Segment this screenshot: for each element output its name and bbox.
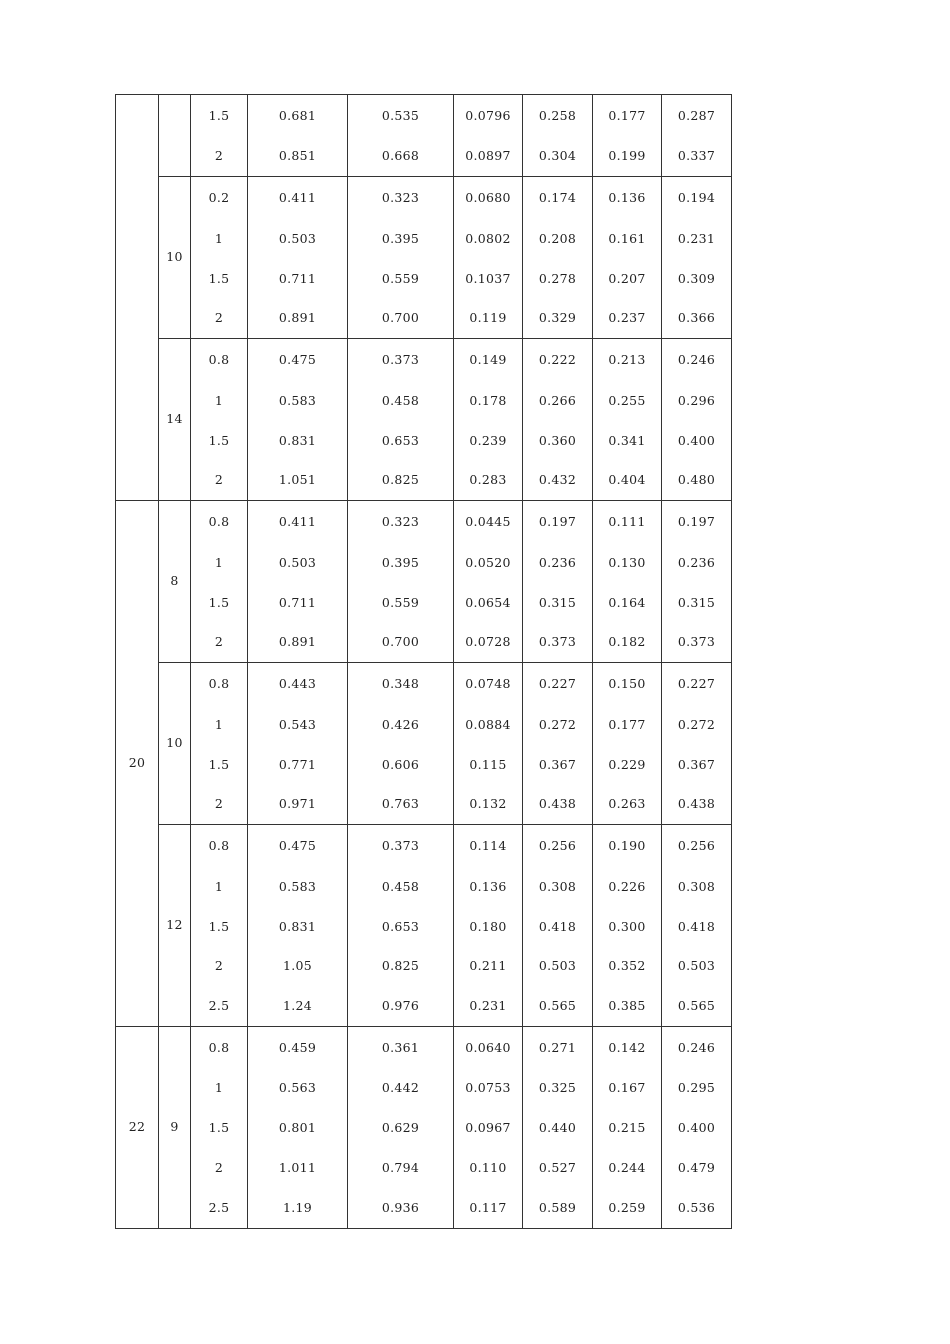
table-cell: 0.323 — [348, 177, 454, 219]
table-row — [116, 705, 732, 747]
table-cell: 0.167 — [593, 1069, 662, 1109]
table-cell: 1.5 — [191, 423, 248, 461]
sub-group-label: 10 — [159, 177, 191, 339]
table-cell: 0.400 — [662, 1109, 732, 1149]
table-cell: 0.246 — [662, 1027, 732, 1069]
table-row — [116, 461, 732, 501]
table-cell: 0.199 — [593, 137, 662, 177]
table-cell: 0.373 — [348, 339, 454, 381]
table-cell: 0.395 — [348, 219, 454, 261]
table-cell: 1.051 — [248, 461, 348, 501]
table-cell: 0.565 — [523, 987, 593, 1027]
table-cell: 0.411 — [248, 501, 348, 543]
table-cell: 0.400 — [662, 423, 732, 461]
table-cell: 0.227 — [662, 663, 732, 705]
table-cell: 0.0967 — [454, 1109, 523, 1149]
table-row — [116, 947, 732, 987]
table-cell: 0.825 — [348, 947, 454, 987]
data-table — [115, 94, 732, 1229]
table-cell: 0.142 — [593, 1027, 662, 1069]
table-row — [116, 747, 732, 785]
table-cell: 0.0654 — [454, 585, 523, 623]
table-cell: 0.266 — [523, 381, 593, 423]
table-cell: 0.325 — [523, 1069, 593, 1109]
table-cell: 0.329 — [523, 299, 593, 339]
table-cell: 0.0748 — [454, 663, 523, 705]
table-cell: 0.215 — [593, 1109, 662, 1149]
table-cell: 0.891 — [248, 299, 348, 339]
table-cell: 0.629 — [348, 1109, 454, 1149]
table-cell: 0.432 — [523, 461, 593, 501]
table-row — [116, 501, 732, 543]
table-cell: 0.438 — [662, 785, 732, 825]
table-cell: 0.653 — [348, 909, 454, 947]
table-cell: 0.0640 — [454, 1027, 523, 1069]
table-cell: 0.559 — [348, 585, 454, 623]
table-cell: 0.606 — [348, 747, 454, 785]
table-cell: 2.5 — [191, 987, 248, 1027]
table-cell: 0.440 — [523, 1109, 593, 1149]
table-cell: 0.527 — [523, 1149, 593, 1189]
table-cell: 0.295 — [662, 1069, 732, 1109]
table-cell: 0.164 — [593, 585, 662, 623]
table-cell: 0.226 — [593, 867, 662, 909]
table-cell: 0.2 — [191, 177, 248, 219]
table-cell: 1.24 — [248, 987, 348, 1027]
table-row — [116, 423, 732, 461]
table-cell: 0.851 — [248, 137, 348, 177]
table-cell: 0.668 — [348, 137, 454, 177]
table-cell: 2 — [191, 1149, 248, 1189]
table-cell: 0.373 — [348, 825, 454, 867]
outer-group-label: 22 — [116, 1027, 159, 1229]
table-row — [116, 623, 732, 663]
table-cell: 0.418 — [662, 909, 732, 947]
table-cell: 0.395 — [348, 543, 454, 585]
sub-group-label: 12 — [159, 825, 191, 1027]
table-cell: 0.229 — [593, 747, 662, 785]
table-cell: 0.367 — [662, 747, 732, 785]
table-cell: 0.653 — [348, 423, 454, 461]
table-cell: 0.771 — [248, 747, 348, 785]
table-cell: 0.304 — [523, 137, 593, 177]
table-cell: 1 — [191, 867, 248, 909]
table-cell: 0.367 — [523, 747, 593, 785]
table-cell: 1.5 — [191, 585, 248, 623]
table-cell: 0.479 — [662, 1149, 732, 1189]
table-cell: 1 — [191, 381, 248, 423]
table-row — [116, 381, 732, 423]
table-cell: 0.8 — [191, 663, 248, 705]
table-cell: 1.011 — [248, 1149, 348, 1189]
table-cell: 0.115 — [454, 747, 523, 785]
table-cell: 0.0753 — [454, 1069, 523, 1109]
table-cell: 0.315 — [523, 585, 593, 623]
table-cell: 0.763 — [348, 785, 454, 825]
table-cell: 0.296 — [662, 381, 732, 423]
sub-group-label: 10 — [159, 663, 191, 825]
table-cell: 0.236 — [523, 543, 593, 585]
table-cell: 0.583 — [248, 381, 348, 423]
table-row — [116, 909, 732, 947]
table-cell: 0.831 — [248, 909, 348, 947]
table-cell: 0.111 — [593, 501, 662, 543]
table-cell: 0.891 — [248, 623, 348, 663]
table-cell: 0.174 — [523, 177, 593, 219]
table-cell: 0.308 — [523, 867, 593, 909]
table-cell: 0.0802 — [454, 219, 523, 261]
table-cell: 0.114 — [454, 825, 523, 867]
table-cell: 0.971 — [248, 785, 348, 825]
table-cell: 0.831 — [248, 423, 348, 461]
table-cell: 0.182 — [593, 623, 662, 663]
table-cell: 0.589 — [523, 1189, 593, 1229]
table-cell: 0.418 — [523, 909, 593, 947]
table-cell: 2 — [191, 137, 248, 177]
table-cell: 1 — [191, 543, 248, 585]
table-cell: 0.130 — [593, 543, 662, 585]
table-cell: 0.352 — [593, 947, 662, 987]
table-row — [116, 543, 732, 585]
table-cell: 1.5 — [191, 261, 248, 299]
table-cell: 0.194 — [662, 177, 732, 219]
table-cell: 0.503 — [248, 543, 348, 585]
table-row — [116, 1189, 732, 1229]
table-cell: 0.136 — [593, 177, 662, 219]
table-cell: 2 — [191, 623, 248, 663]
table-cell: 0.8 — [191, 501, 248, 543]
table-cell: 1.5 — [191, 1109, 248, 1149]
table-cell: 0.503 — [248, 219, 348, 261]
table-cell: 0.543 — [248, 705, 348, 747]
table-cell: 0.272 — [523, 705, 593, 747]
table-cell: 0.177 — [593, 95, 662, 137]
table-cell: 0.337 — [662, 137, 732, 177]
table-cell: 0.300 — [593, 909, 662, 947]
table-cell: 0.222 — [523, 339, 593, 381]
table-cell: 1 — [191, 705, 248, 747]
table-cell: 0.213 — [593, 339, 662, 381]
sub-group-label — [159, 95, 191, 177]
table-cell: 0.426 — [348, 705, 454, 747]
table-cell: 0.308 — [662, 867, 732, 909]
table-cell: 0.700 — [348, 623, 454, 663]
sub-group-label: 9 — [159, 1027, 191, 1229]
table-cell: 0.0884 — [454, 705, 523, 747]
table-cell: 0.211 — [454, 947, 523, 987]
table-cell: 0.244 — [593, 1149, 662, 1189]
table-row — [116, 825, 732, 867]
table-cell: 0.231 — [662, 219, 732, 261]
table-cell: 2 — [191, 299, 248, 339]
table-cell: 0.583 — [248, 867, 348, 909]
table-cell: 0.438 — [523, 785, 593, 825]
table-cell: 0.315 — [662, 585, 732, 623]
table-cell: 0.563 — [248, 1069, 348, 1109]
table-cell: 0.411 — [248, 177, 348, 219]
table-cell: 0.475 — [248, 825, 348, 867]
table-cell: 0.8 — [191, 339, 248, 381]
table-cell: 0.0728 — [454, 623, 523, 663]
table-cell: 0.442 — [348, 1069, 454, 1109]
table-cell: 0.535 — [348, 95, 454, 137]
table-cell: 0.503 — [662, 947, 732, 987]
table-cell: 0.255 — [593, 381, 662, 423]
table-cell: 1.19 — [248, 1189, 348, 1229]
table-cell: 2 — [191, 461, 248, 501]
table-cell: 0.503 — [523, 947, 593, 987]
table-cell: 0.373 — [523, 623, 593, 663]
table-cell: 0.309 — [662, 261, 732, 299]
table-cell: 0.360 — [523, 423, 593, 461]
table-cell: 1.05 — [248, 947, 348, 987]
table-cell: 0.256 — [662, 825, 732, 867]
table-cell: 0.258 — [523, 95, 593, 137]
table-cell: 0.207 — [593, 261, 662, 299]
table-cell: 0.0796 — [454, 95, 523, 137]
table-cell: 0.271 — [523, 1027, 593, 1069]
table-cell: 0.149 — [454, 339, 523, 381]
outer-group-label: 20 — [116, 501, 159, 1027]
table-row — [116, 1149, 732, 1189]
table-cell: 0.119 — [454, 299, 523, 339]
table-cell: 0.459 — [248, 1027, 348, 1069]
table-cell: 0.283 — [454, 461, 523, 501]
table-cell: 0.480 — [662, 461, 732, 501]
table-cell: 0.278 — [523, 261, 593, 299]
table-cell: 1.5 — [191, 747, 248, 785]
table-cell: 0.323 — [348, 501, 454, 543]
table-cell: 0.0680 — [454, 177, 523, 219]
table-row — [116, 585, 732, 623]
table-cell: 0.272 — [662, 705, 732, 747]
table-cell: 0.711 — [248, 585, 348, 623]
table-cell: 0.8 — [191, 825, 248, 867]
table-row — [116, 261, 732, 299]
table-body — [116, 95, 732, 1229]
table-cell: 0.711 — [248, 261, 348, 299]
table-row — [116, 177, 732, 219]
table-row — [116, 1069, 732, 1109]
table-cell: 1 — [191, 219, 248, 261]
table-cell: 0.385 — [593, 987, 662, 1027]
table-cell: 0.366 — [662, 299, 732, 339]
table-cell: 2 — [191, 785, 248, 825]
table-cell: 0.361 — [348, 1027, 454, 1069]
table-cell: 0.458 — [348, 381, 454, 423]
table-cell: 0.197 — [523, 501, 593, 543]
table-row — [116, 299, 732, 339]
table-cell: 0.825 — [348, 461, 454, 501]
table-row — [116, 1109, 732, 1149]
table-cell: 0.150 — [593, 663, 662, 705]
table-cell: 0.256 — [523, 825, 593, 867]
table-row — [116, 95, 732, 137]
table-cell: 1 — [191, 1069, 248, 1109]
table-cell: 0.8 — [191, 1027, 248, 1069]
table-row — [116, 339, 732, 381]
table-cell: 0.237 — [593, 299, 662, 339]
sub-group-label: 8 — [159, 501, 191, 663]
table-cell: 0.110 — [454, 1149, 523, 1189]
table-cell: 2.5 — [191, 1189, 248, 1229]
table-cell: 0.117 — [454, 1189, 523, 1229]
table-cell: 0.559 — [348, 261, 454, 299]
table-cell: 0.1037 — [454, 261, 523, 299]
outer-group-label — [116, 95, 159, 501]
table-cell: 0.536 — [662, 1189, 732, 1229]
table-cell: 1.5 — [191, 909, 248, 947]
table-cell: 0.263 — [593, 785, 662, 825]
table-cell: 0.190 — [593, 825, 662, 867]
table-row — [116, 137, 732, 177]
table-cell: 0.236 — [662, 543, 732, 585]
table-row — [116, 219, 732, 261]
table-cell: 0.161 — [593, 219, 662, 261]
table-row — [116, 663, 732, 705]
table-cell: 2 — [191, 947, 248, 987]
table-cell: 0.287 — [662, 95, 732, 137]
table-cell: 0.681 — [248, 95, 348, 137]
table-cell: 0.404 — [593, 461, 662, 501]
table-cell: 0.208 — [523, 219, 593, 261]
table-cell: 0.259 — [593, 1189, 662, 1229]
table-cell: 0.0897 — [454, 137, 523, 177]
table-cell: 0.177 — [593, 705, 662, 747]
table-cell: 0.239 — [454, 423, 523, 461]
table-row — [116, 987, 732, 1027]
table-cell: 0.178 — [454, 381, 523, 423]
table-cell: 0.443 — [248, 663, 348, 705]
table-cell: 0.227 — [523, 663, 593, 705]
table-cell: 0.565 — [662, 987, 732, 1027]
table-cell: 0.348 — [348, 663, 454, 705]
table-cell: 0.341 — [593, 423, 662, 461]
table-cell: 0.976 — [348, 987, 454, 1027]
table-cell: 0.180 — [454, 909, 523, 947]
table-cell: 0.231 — [454, 987, 523, 1027]
table-cell: 0.794 — [348, 1149, 454, 1189]
table-cell: 0.373 — [662, 623, 732, 663]
table-row — [116, 867, 732, 909]
sub-group-label: 14 — [159, 339, 191, 501]
table-row — [116, 785, 732, 825]
table-cell: 0.0520 — [454, 543, 523, 585]
table-cell: 0.801 — [248, 1109, 348, 1149]
table-cell: 0.700 — [348, 299, 454, 339]
table-cell: 0.0445 — [454, 501, 523, 543]
table-row — [116, 1027, 732, 1069]
table-cell: 0.136 — [454, 867, 523, 909]
table-cell: 0.197 — [662, 501, 732, 543]
table-cell: 1.5 — [191, 95, 248, 137]
table-cell: 0.246 — [662, 339, 732, 381]
table-cell: 0.475 — [248, 339, 348, 381]
table-cell: 0.458 — [348, 867, 454, 909]
table-cell: 0.936 — [348, 1189, 454, 1229]
table-cell: 0.132 — [454, 785, 523, 825]
